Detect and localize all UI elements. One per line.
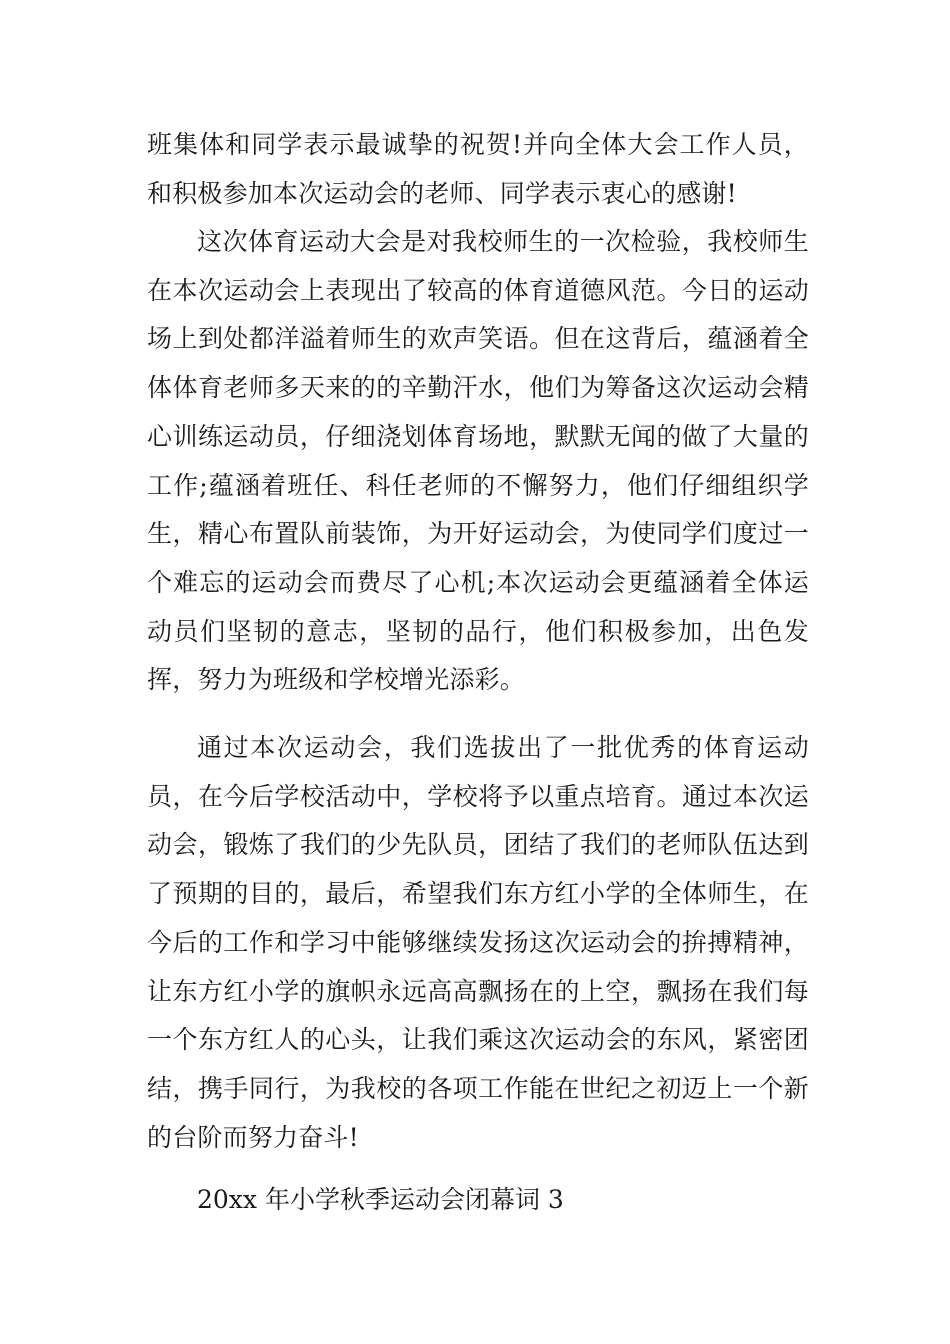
paragraph-continued: [147, 121, 809, 218]
paragraph-conclusion: [147, 724, 809, 1162]
section-heading: 20xx 年小学秋季运动会闭幕词 3: [197, 1185, 564, 1214]
paragraph-1-text: 班集体和同学表示最诚挚的祝贺!并向全体大会工作人员，和积极参加本次运动会的老师、同学表示衷心的感谢!: [147, 130, 809, 208]
paragraph-inspection: [147, 218, 809, 705]
paragraph-3-text: 通过本次运动会，我们选拔出了一批优秀的体育运动员，在今后学校活动中，学校将予以重点培育。通过本次运动会，锻炼了我们的少先队员，团结了我们的老师队伍达到了预期的目的，最后，希望我们东方红小学的全体师生，在今后的工作和学习中能够继续发扬这次运动会的拚搏精神，让东方红小学的旗帜永远高高飘扬在的上空，飘扬在我们每一个东方红人的心头，让我们乘这次运动会的东风，紧密团结，携手同行，为我校的各项工作能在世纪之初迈上一个新的台阶而努力奋斗!: [147, 733, 809, 1152]
paragraph-2-text: 这次体育运动大会是对我校师生的一次检验，我校师生在本次运动会上表现出了较高的体育道德风范。今日的运动场上到处都洋溢着师生的欢声笑语。但在这背后，蕴涵着全体体育老师多天来的的辛勤汗水，他们为筹备这次运动会精心训练运动员，仔细浇划体育场地，默默无闻的做了大量的工作;蕴涵着班任、科任老师的不懈努力，他们仔细组织学生，精心布置队前装饰，为开好运动会，为使同学们度过一个难忘的运动会而费尽了心机;本次运动会更蕴涵着全体运动员们坚韧的意志，坚韧的品行，他们积极参加，出色发挥，努力为班级和学校增光添彩。: [147, 227, 809, 695]
